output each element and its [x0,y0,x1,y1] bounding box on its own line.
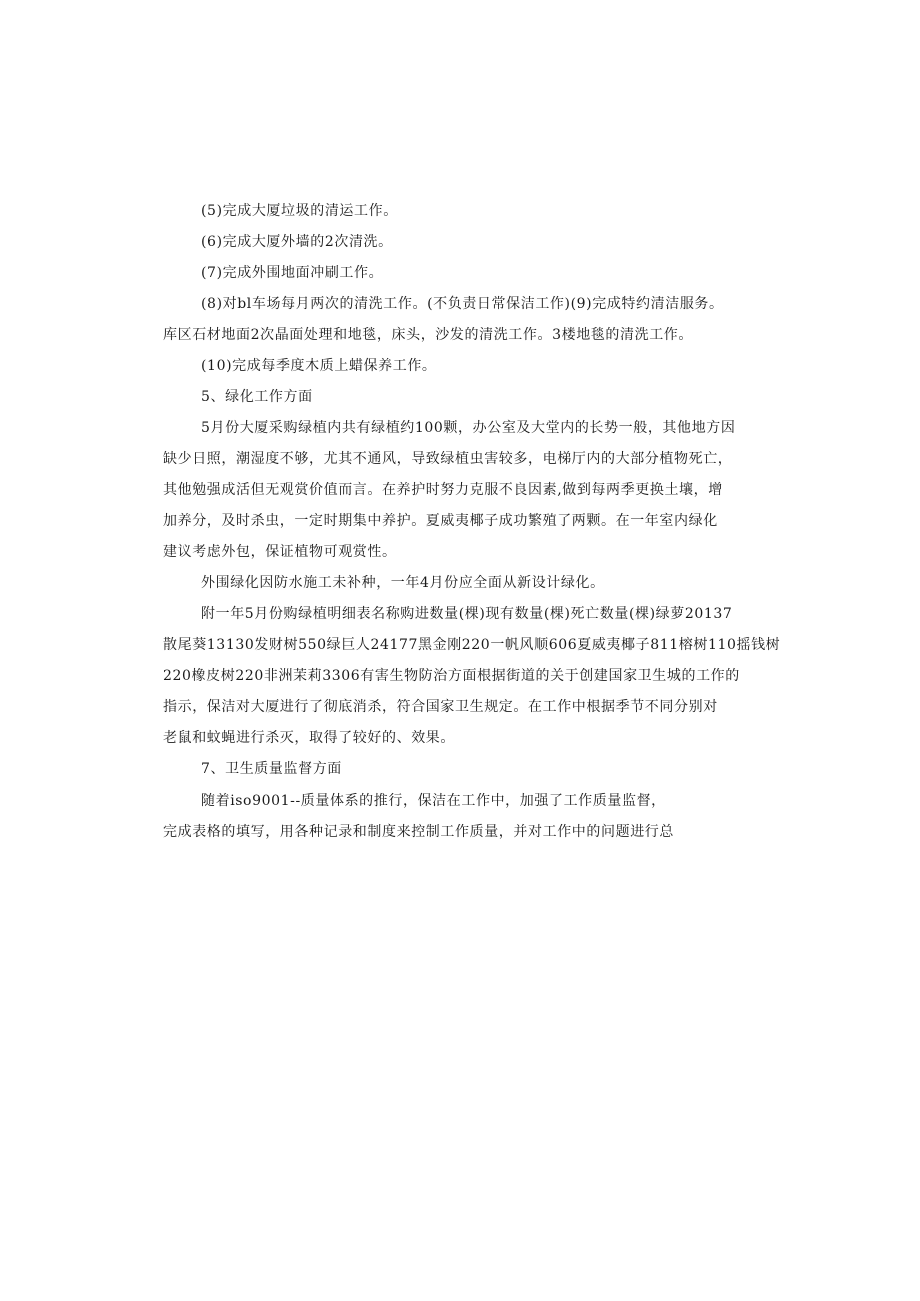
text-line: 附一年5月份购绿植明细表名称购进数量(棵)现有数量(棵)死亡数量(棵)绿萝20137 [201,606,733,622]
text-line: 外围绿化因防水施工未补种，一年4月份应全面从新设计绿化。 [201,575,605,591]
text-line: 缺少日照，潮湿度不够，尤其不通风，导致绿植虫害较多，电梯厅内的大部分植物死亡， [163,451,733,467]
section-heading: 5、绿化工作方面 [201,389,313,405]
document-body [163,196,781,848]
text-line: 完成表格的填写，用各种记录和制度来控制工作质量，并对工作中的问题进行总 [163,824,674,840]
section-heading: 7、卫生质量监督方面 [201,761,342,777]
text-line: (7)完成外围地面冲刷工作。 [201,265,384,281]
text-line: (10)完成每季度木质上蜡保养工作。 [201,358,437,374]
text-line: 建议考虑外包，保证植物可观赏性。 [163,544,397,560]
text-line: 5月份大厦采购绿植内共有绿植约100颗，办公室及大堂内的长势一般，其他地方因 [201,420,736,436]
text-line: 随着iso9001--质量体系的推行，保洁在工作中，加强了工作质量监督， [201,793,666,809]
text-line: (6)完成大厦外墙的2次清洗。 [201,234,393,250]
text-line: 220橡皮树220非洲茉莉3306有害生物防治方面根据街道的关于创建国家卫生城的工作的 [163,668,740,684]
text-line: 老鼠和蚊蝇进行杀灭，取得了较好的、效果。 [163,730,455,746]
text-line: 库区石材地面2次晶面处理和地毯，床头，沙发的清洗工作。3楼地毯的清洗工作。 [163,327,694,343]
text-line: 指示，保洁对大厦进行了彻底消杀，符合国家卫生规定。在工作中根据季节不同分别对 [163,699,718,715]
text-line: (8)对bl车场每月两次的清洗工作。(不负责日常保洁工作)(9)完成特约清洁服务。 [201,296,724,312]
text-line: (5)完成大厦垃圾的清运工作。 [201,203,398,219]
text-line: 加养分，及时杀虫，一定时期集中养护。夏威夷椰子成功繁殖了两颗。在一年室内绿化 [163,513,718,529]
text-line: 其他勉强成活但无观赏价值而言。在养护时努力克服不良因素,做到每两季更换土壤，增 [163,482,723,498]
text-line: 散尾葵13130发财树550绿巨人24177黑金刚220一帆风顺606夏威夷椰子811榕树110摇钱树 [163,637,781,653]
